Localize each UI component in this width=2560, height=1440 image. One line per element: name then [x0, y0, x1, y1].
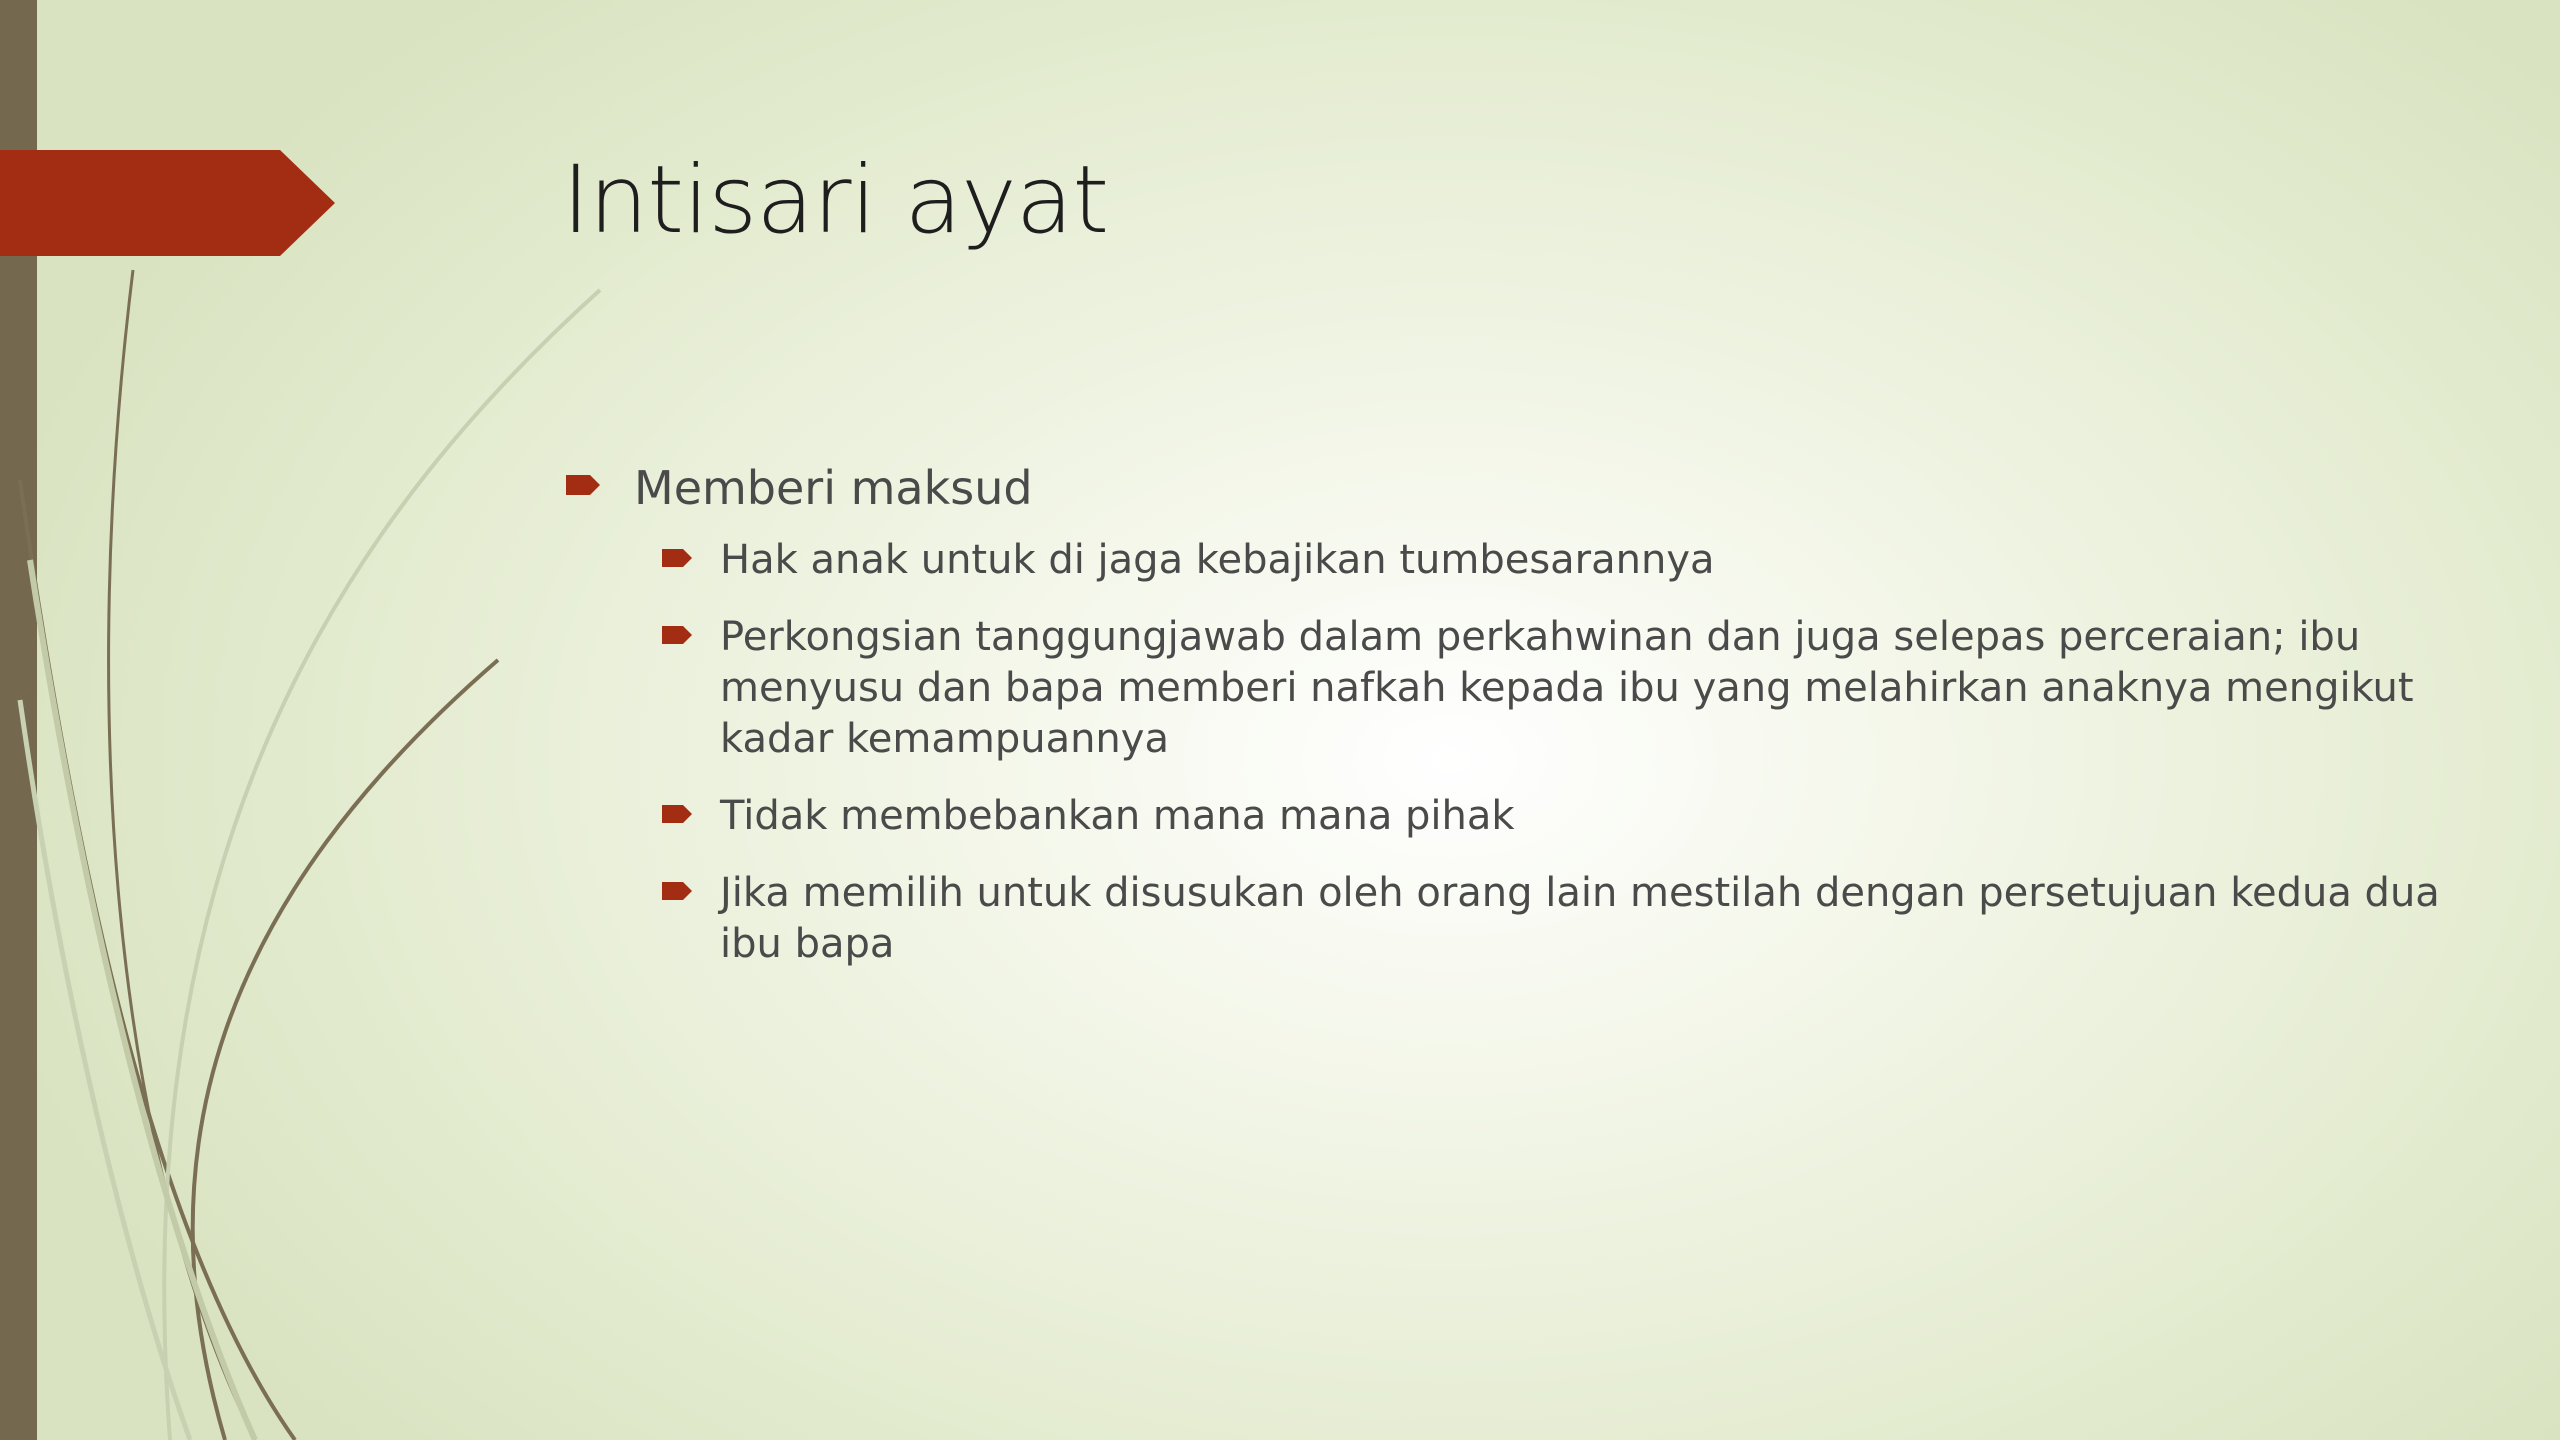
slide-title: Intisari ayat	[562, 146, 1109, 255]
bullet-list	[562, 455, 2462, 996]
sub-bullet-text: Tidak membebankan mana mana pihak	[720, 793, 1515, 839]
bullet-item	[562, 455, 2462, 521]
sub-bullet-text: Jika memilih untuk disusukan oleh orang lain mestilah dengan persetujuan kedua dua ibu bapa	[720, 870, 2440, 967]
sub-bullet-text: Hak anak untuk di jaga kebajikan tumbesarannya	[720, 537, 1715, 583]
sub-bullet-item	[658, 612, 2480, 765]
sub-bullet-item	[658, 535, 2480, 586]
title-accent-tab	[0, 150, 335, 256]
bullet-text: Memberi maksud	[634, 461, 1033, 515]
sub-bullet-text: Perkongsian tanggungjawab dalam perkahwinan dan juga selepas perceraian; ibu menyusu dan bapa memberi nafkah kepada ibu yang melahirkan anaknya mengikut kadar kemampuannya	[720, 614, 2414, 762]
sub-bullet-item	[658, 868, 2480, 970]
sub-bullet-item	[658, 791, 2480, 842]
